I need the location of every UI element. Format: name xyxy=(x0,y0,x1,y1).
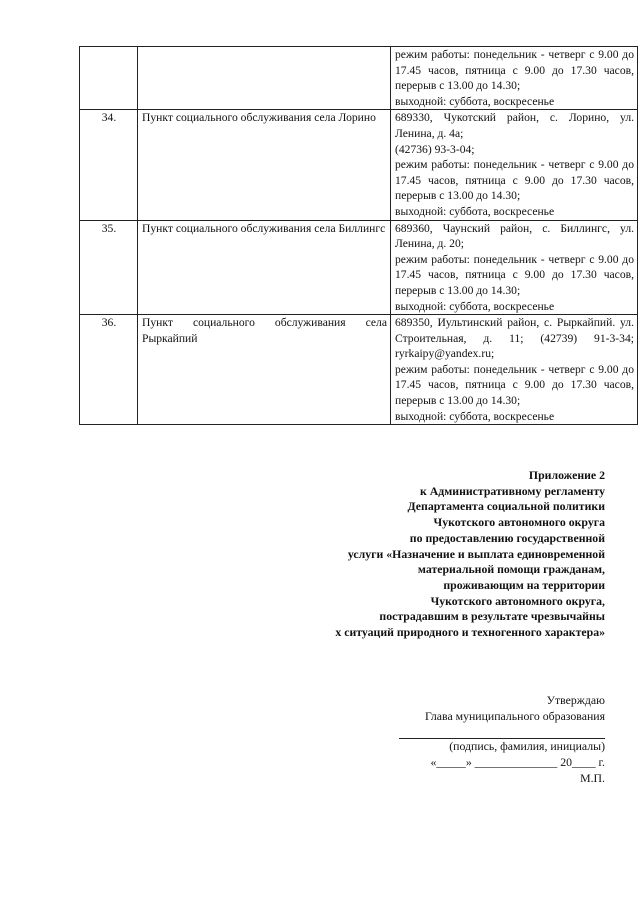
appendix-line: к Административному регламенту xyxy=(420,483,605,498)
office-name: Пункт социального обслуживания села Рыркайпий xyxy=(138,315,391,425)
row-number xyxy=(80,47,138,110)
row-number: 36. xyxy=(80,315,138,425)
office-info xyxy=(391,110,638,220)
approve-label: Утверждаю xyxy=(546,693,605,707)
office-info-line: 689360, Чаунский район, с. Биллингс, ул. Ленина, д. 20; xyxy=(395,221,634,251)
office-name xyxy=(138,47,391,110)
offices-table-body xyxy=(80,47,638,425)
office-info-line: режим работы: понедельник - четверг с 9.00 до 17.45 часов, пятница с 9.00 до 17.30 часов, перерыв с 13.00 до 14.30; xyxy=(395,362,634,408)
appendix-line: пострадавшим в результате чрезвычайны xyxy=(379,609,605,624)
approval-block xyxy=(345,693,605,787)
appendix-line: х ситуаций природного и техногенного характера» xyxy=(335,625,605,640)
office-info xyxy=(391,315,638,425)
office-info-line: режим работы: понедельник - четверг с 9.00 до 17.45 часов, пятница с 9.00 до 17.30 часов, перерыв с 13.00 до 14.30; xyxy=(395,48,634,93)
signature-hint: (подпись, фамилия, инициалы) xyxy=(449,739,605,754)
offices-table xyxy=(79,46,638,425)
appendix-line: материальной помощи гражданам, xyxy=(417,562,605,577)
head-title: Глава муниципального образования xyxy=(424,708,605,723)
office-info-line: выходной: суббота, воскресенье xyxy=(395,409,555,423)
appendix-line: по предоставлению государственной xyxy=(409,530,605,545)
table-row xyxy=(80,47,638,110)
table-row xyxy=(80,315,638,425)
office-info-line: (42736) 93-3-04; xyxy=(395,142,475,156)
office-info-line: выходной: суббота, воскресенье xyxy=(395,204,555,218)
row-number: 34. xyxy=(80,110,138,220)
office-info xyxy=(391,47,638,110)
appendix-header xyxy=(245,468,605,641)
appendix-line: Приложение 2 xyxy=(528,468,605,482)
office-info-line: режим работы: понедельник - четверг с 9.00 до 17.45 часов, пятница с 9.00 до 17.30 часов, перерыв с 13.00 до 14.30; xyxy=(395,252,634,297)
stamp-label: М.П. xyxy=(580,770,605,785)
row-number: 35. xyxy=(80,220,138,315)
office-info-line: выходной: суббота, воскресенье xyxy=(395,299,555,313)
office-info-line: 689330, Чукотский район, с. Лорино, ул. Ленина, д. 4а; xyxy=(395,111,634,140)
office-info-line: 689350, Иультинский район, с. Рыркайпий. ул. Строительная, д. 11; (42739) 91-3-34; ryrkaipy@yandex.ru; xyxy=(395,316,634,361)
office-info-line: выходной: суббота, воскресенье xyxy=(395,94,555,108)
office-info-line: режим работы: понедельник - четверг с 9.00 до 17.45 часов, пятница с 9.00 до 17.30 часов, перерыв с 13.00 до 14.30; xyxy=(395,158,634,203)
office-name: Пункт социального обслуживания села Лорино xyxy=(138,110,391,220)
appendix-line: Чукотского автономного округа xyxy=(433,515,605,530)
appendix-line: проживающим на территории xyxy=(443,577,605,592)
appendix-line: Чукотского автономного округа, xyxy=(430,593,605,608)
table-row xyxy=(80,110,638,220)
appendix-line: Департамента социальной политики xyxy=(407,499,605,514)
appendix-line: услуги «Назначение и выплата единовременной xyxy=(347,546,605,561)
signature-line xyxy=(399,724,605,739)
date-line: «_____» ______________ 20____ г. xyxy=(430,755,605,770)
table-row xyxy=(80,220,638,315)
office-name: Пункт социального обслуживания села Биллингс xyxy=(138,220,391,315)
office-info xyxy=(391,220,638,315)
